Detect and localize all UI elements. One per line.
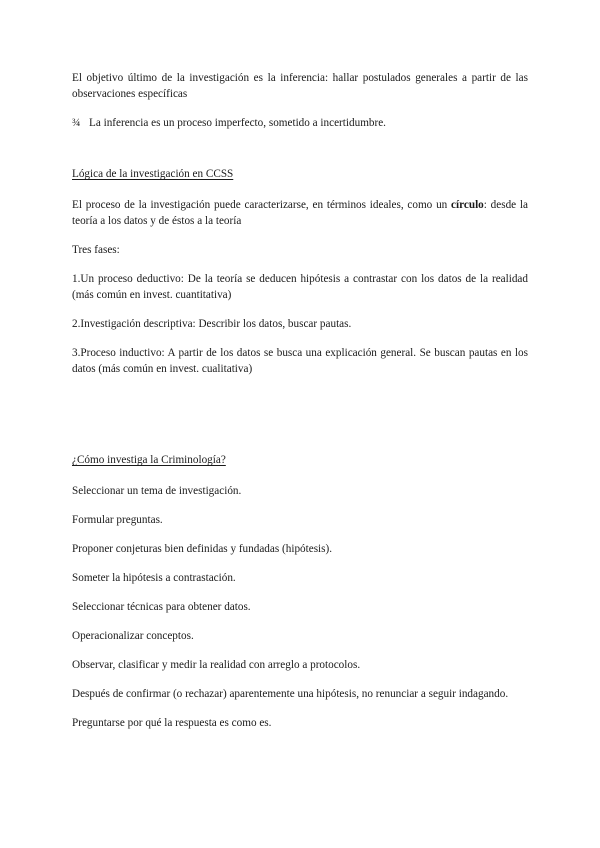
document-page [72,70,528,744]
spacer [72,144,528,166]
intro-bullet [72,115,528,131]
criminology-heading: ¿Cómo investiga la Criminología? [72,454,226,466]
step-item: Preguntarse por qué la respuesta es como es. [72,717,272,729]
spacer [72,390,528,452]
phases-intro: Tres fases: [72,244,120,256]
step-item: Observar, clasificar y medir la realidad con arreglo a protocolos. [72,659,361,671]
phase-item: 2.Investigación descriptiva: Describir los datos, buscar pautas. [72,318,352,330]
logic-heading: Lógica de la investigación en CCSS [72,168,234,180]
logic-paragraph [72,197,528,229]
step-item: Seleccionar técnicas para obtener datos. [72,601,251,613]
bullet-symbol: ¾ [72,117,81,129]
intro-paragraph: El objetivo último de la investigación es la inferencia: hallar postulados generales a partir de las observaciones específicas [72,72,528,100]
step-item: Operacionalizar conceptos. [72,630,194,642]
logic-paragraph-end: : desde la teoría a los datos y de éstos a la teoría [72,199,529,227]
step-item: Proponer conjeturas bien definidas y fundadas (hipótesis). [72,543,333,555]
intro-bullet-text: La inferencia es un proceso imperfecto, sometido a incertidumbre. [89,117,386,129]
phase-item: 3.Proceso inductivo: A partir de los datos se busca una explicación general. Se buscan pautas en los datos (más común en invest. cualitativa) [72,347,528,375]
phase-item: 1.Un proceso deductivo: De la teoría se deducen hipótesis a contrastar con los datos de la realidad (más común en invest. cuantitativa) [72,273,528,301]
step-item: Seleccionar un tema de investigación. [72,485,242,497]
logic-paragraph-start: El proceso de la investigación puede caracterizarse, en términos ideales, como un [72,199,452,211]
step-item: Formular preguntas. [72,514,163,526]
step-item: Someter la hipótesis a contrastación. [72,572,236,584]
step-item: Después de confirmar (o rechazar) aparentemente una hipótesis, no renunciar a seguir indagando. [72,688,509,700]
logic-paragraph-bold: círculo [451,199,484,211]
